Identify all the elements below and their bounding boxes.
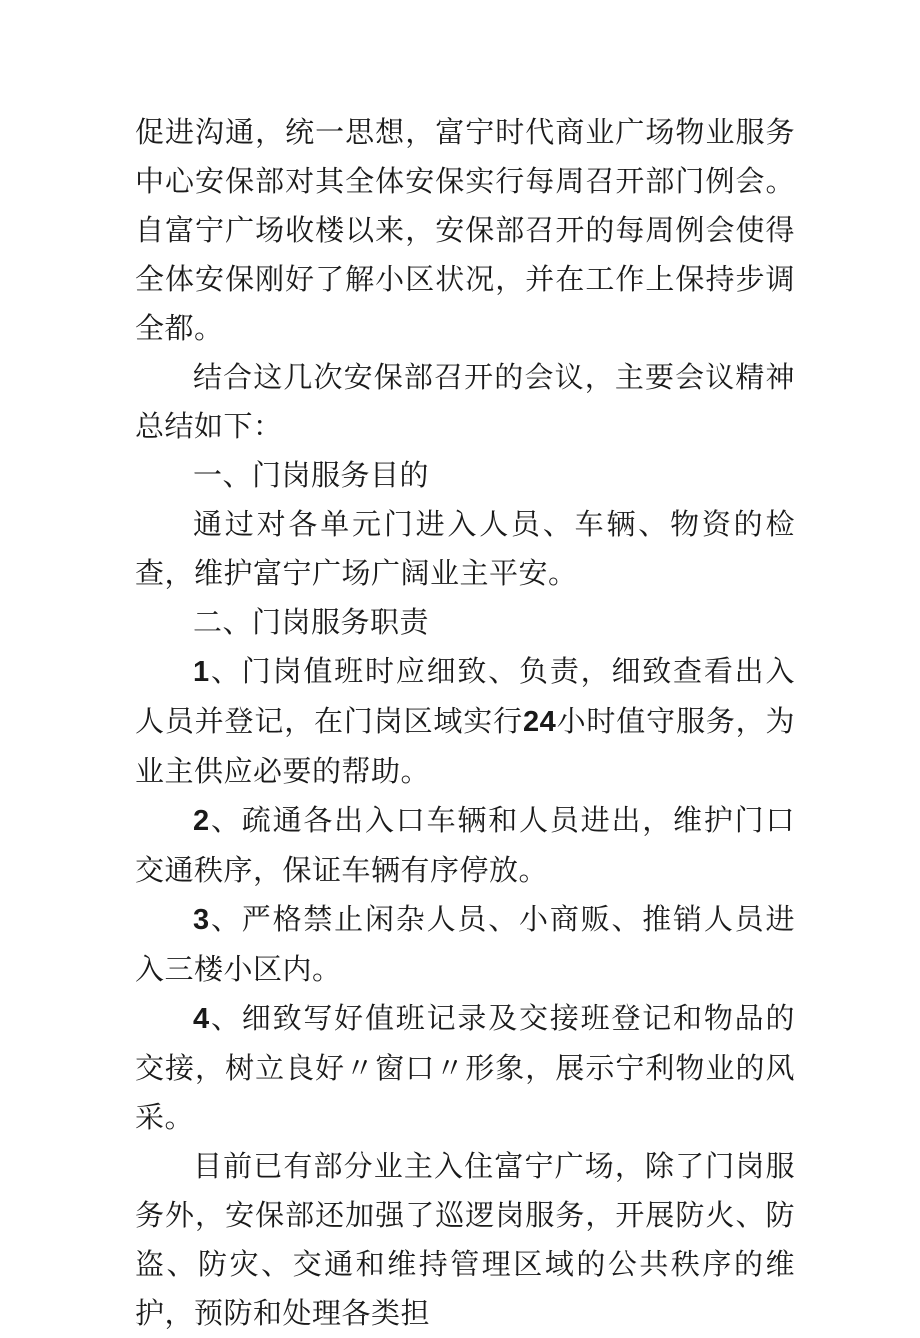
item-text: 、严格禁止闲杂人员、小商贩、推销人员进入三楼小区内。: [135, 902, 795, 986]
paragraph-intro: [135, 108, 795, 353]
duty-item-4: [135, 994, 795, 1142]
duty-item-3: [135, 895, 795, 994]
section-heading-duties: [135, 598, 795, 647]
item-number: 1: [193, 656, 210, 688]
item-number: 2: [193, 805, 210, 837]
document-body: [135, 108, 795, 1338]
heading-text: 一、门岗服务目的: [193, 458, 430, 492]
duty-item-2: [135, 796, 795, 895]
heading-text: 二、门岗服务职责: [193, 605, 430, 639]
item-number: 3: [193, 904, 210, 936]
item-text: 、细致写好值班记录及交接班登记和物品的交接，树立良好〃窗口〃形象，展示宁利物业的风采。: [135, 1001, 795, 1134]
item-number: 4: [193, 1003, 210, 1035]
paragraph-text: 目前已有部分业主入住富宁广场，除了门岗服务外，安保部还加强了巡逻岗服务，开展防火、防盗、防灾、交通和维持管理区域的公共秩序的维护，预防和处理各类担: [135, 1149, 795, 1330]
section-heading-purpose: [135, 451, 795, 500]
duty-item-1: [135, 647, 795, 796]
paragraph-purpose: [135, 500, 795, 598]
paragraph-text: 促进沟通，统一思想，富宁时代商业广场物业服务中心安保部对其全体安保实行每周召开部门例会。自富宁广场收楼以来，安保部召开的每周例会使得全体安保刚好了解小区状况，并在工作上保持步调全都。: [135, 115, 795, 345]
paragraph-text: 通过对各单元门进入人员、车辆、物资的检查，维护富宁广场广阔业主平安。: [135, 507, 795, 590]
item-text: 、门岗值班时应细致、负责，细致查看出入人员并登记，在门岗区域实行24小时值守服务，为业主供应必要的帮助。: [135, 654, 795, 788]
paragraph-patrol: [135, 1142, 795, 1338]
paragraph-summary-lead: [135, 353, 795, 451]
hours-number: 24: [522, 706, 557, 738]
item-text: 、疏通各出入口车辆和人员进出，维护门口交通秩序，保证车辆有序停放。: [135, 803, 795, 887]
paragraph-text: 结合这几次安保部召开的会议，主要会议精神总结如下：: [135, 360, 795, 443]
